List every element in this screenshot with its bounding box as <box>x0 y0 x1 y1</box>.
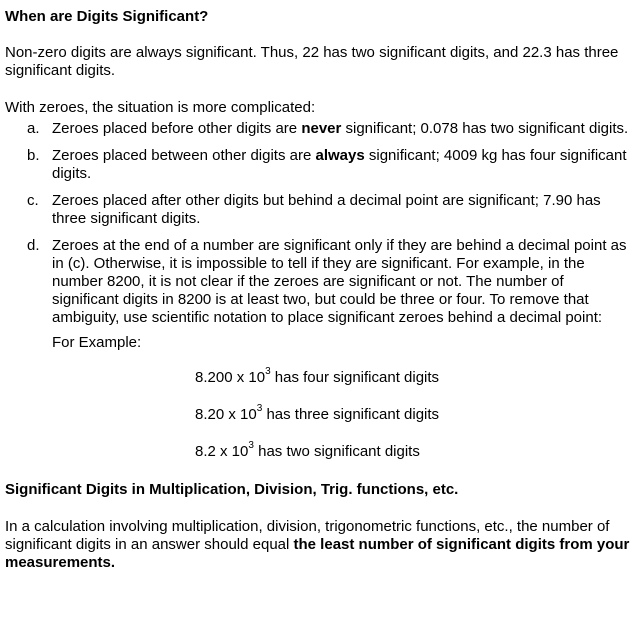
example-suffix: has three significant digits <box>262 406 440 423</box>
example-suffix: has two significant digits <box>253 443 420 460</box>
example-exponent: 3 <box>256 403 263 414</box>
rule-item-c <box>27 192 632 228</box>
example-label: For Example: <box>52 334 142 351</box>
example-line-three-digits <box>195 403 632 424</box>
paragraph-nonzero-digits: Non-zero digits are always significant. Thus, 22 has two significant digits, and 22.3 has three significant digits. <box>5 44 619 79</box>
rule-text: Zeroes placed between other digits are <box>52 147 316 164</box>
example-suffix: has four significant digits <box>270 369 440 386</box>
list-marker: a. <box>27 120 40 137</box>
example-base: 8.2 x 10 <box>195 443 249 460</box>
emphasis-always: always <box>315 147 365 164</box>
list-marker: c. <box>27 192 39 209</box>
rule-text: Zeroes at the end of a number are significant only if they are behind a decimal point as in (c). Otherwise, it is impossible to tell if they are significant. For example, in the number 8200, it is not clear if the zeroes are significant or not. The number of significant digits in 8200 is at least two, but could be three or four. To remove that ambiguity, use scientific notation to place significant zeroes behind a decimal point: <box>52 237 627 326</box>
paragraph-zeroes-intro: With zeroes, the situation is more complicated: <box>5 99 316 116</box>
emphasis-least-digits: the least number of significant digits from your measurements. <box>5 536 630 571</box>
list-marker: b. <box>27 147 40 164</box>
rule-item-b <box>27 147 632 183</box>
example-base: 8.200 x 10 <box>195 369 266 386</box>
example-line-four-digits <box>195 366 632 387</box>
rule-item-a <box>27 120 632 138</box>
list-marker: d. <box>27 237 40 254</box>
rule-text: Zeroes placed after other digits but behind a decimal point are significant; 7.90 has three significant digits. <box>52 192 601 227</box>
example-line-two-digits <box>195 440 632 461</box>
rule-text: Zeroes placed before other digits are <box>52 120 302 137</box>
rule-text-end: significant; 4009 kg has four significant digits. <box>52 147 627 182</box>
example-exponent: 3 <box>265 366 271 377</box>
example-base: 8.20 x 10 <box>195 406 257 423</box>
example-exponent: 3 <box>248 440 254 451</box>
rule-item-d <box>27 237 632 461</box>
zero-rules-list <box>5 120 632 461</box>
calculation-text: In a calculation involving multiplication, division, trigonometric functions, etc., the number of significant digits in an answer should equal <box>5 518 610 553</box>
emphasis-never: never <box>301 120 342 137</box>
section-heading-multiplication-division: Significant Digits in Multiplication, Division, Trig. functions, etc. <box>5 481 459 498</box>
paragraph-calculation-rule <box>5 518 630 572</box>
section-heading-when-digits-significant: When are Digits Significant? <box>5 8 209 25</box>
rule-text-end: significant; 0.078 has two significant digits. <box>341 120 629 137</box>
